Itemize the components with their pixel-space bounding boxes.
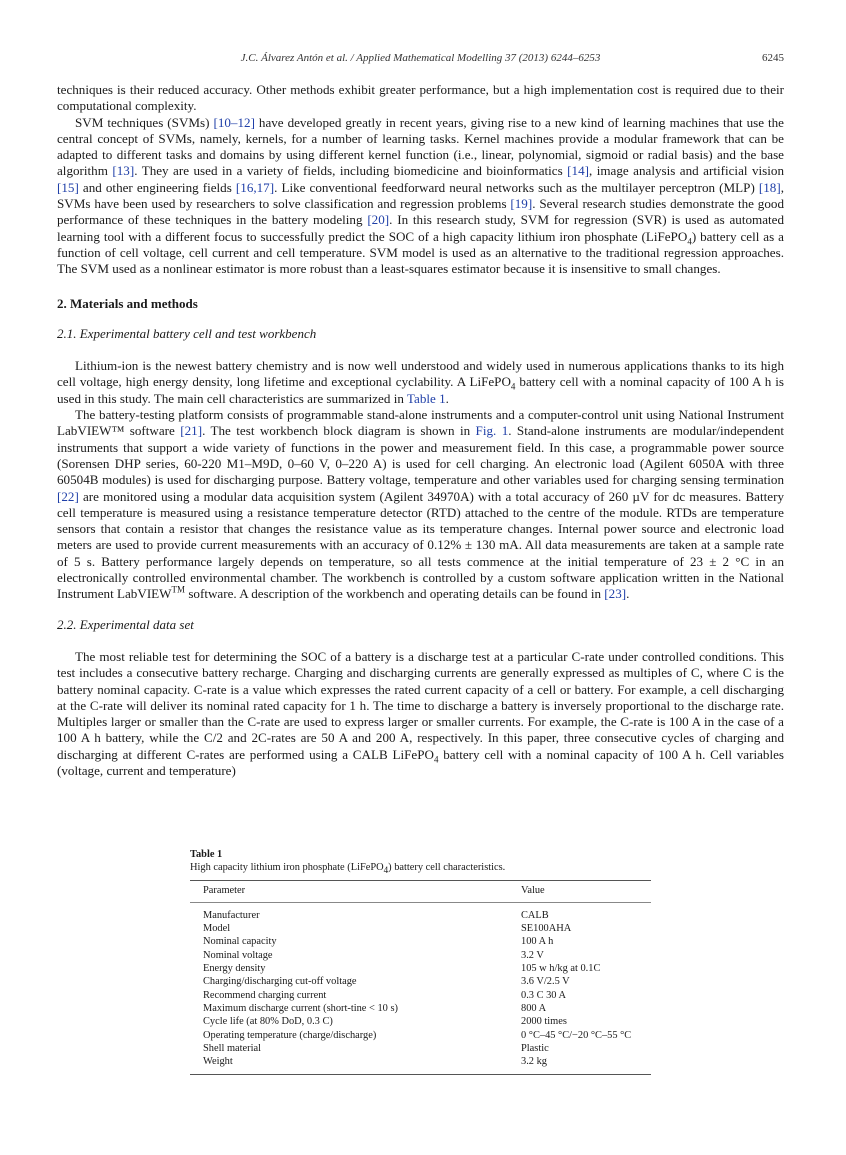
table-row bbox=[190, 922, 651, 935]
parameter-cell: Weight bbox=[203, 1056, 233, 1068]
text-run: software. A description of the workbench and operating details can be found in bbox=[185, 586, 605, 602]
table-row bbox=[190, 1015, 651, 1028]
intro-paragraphs bbox=[57, 82, 784, 278]
citation-link[interactable]: Fig. 1 bbox=[475, 423, 509, 439]
value-cell: 0 °C–45 °C/−20 °C–55 °C bbox=[521, 1029, 632, 1041]
value-cell: 800 A bbox=[521, 1002, 547, 1014]
supscript-text: TM bbox=[171, 584, 186, 595]
citation-link[interactable]: [18] bbox=[758, 179, 781, 195]
table-row bbox=[190, 902, 651, 922]
text-run: The most reliable test for determining the SOC of a battery is a discharge test at a particular C-rate under controlled conditions. This test includes a consecutive battery recharge. Charging and discharging currents are generally expressed as multiples of C, where C is the battery nominal capacity. C-rate is a value which expresses the rated current capacity of a cell or battery. For example, a cell discharging at the C-rate will deliver its nominal rated capacity for 1 h. The time to discharge a battery is inversely proportional to the discharge rate. Multiples larger or smaller than the C-rate are used to express larger or smaller currents. For example, the C-rate is 100 A in the case of a 100 A h battery, while the C/2 and 2C-rates are 50 A and 200 A, respectively. In this paper, three consecutive cycles of charging and discharging at different C-rates are performed using a CALB LiFePO bbox=[57, 648, 784, 762]
value-cell: 3.2 kg bbox=[521, 1056, 547, 1068]
text-run: Lithium-ion is the newest battery chemistry and is now well understood and widely used in numerous applications thanks to its high cell voltage, high energy density, long lifetime and exceptional cyclability. A LiFePO bbox=[57, 358, 784, 390]
text-run: battery cell with a nominal capacity of 100 A h. Cell variables (voltage, current and temperature) bbox=[57, 746, 784, 778]
subscript-text: 4 bbox=[510, 382, 516, 393]
table-1 bbox=[190, 848, 651, 1075]
value-cell: 100 A h bbox=[521, 936, 554, 948]
citation-link[interactable]: [14] bbox=[567, 163, 589, 179]
text-run: The battery-testing platform consists of programmable stand-alone instruments and a computer-control unit using National Instrument LabVIEW™ software bbox=[57, 407, 784, 439]
subscript-text: 4 bbox=[433, 754, 439, 765]
citation-link[interactable]: [16,17] bbox=[235, 179, 275, 195]
table-header-row bbox=[190, 880, 651, 902]
text-run: have developed greatly in recent years, giving rise to a new kind of learning machines that use the central concept of SVMs, namely, kernels, for a number of learning tasks. Kernel machines provide a modular framework that can be adapted to different tasks and domains by using different kernel function (i.e., linear, polynomial, sigmoid or radial basis) and the base algorithm bbox=[57, 114, 784, 179]
parameter-cell: Nominal voltage bbox=[203, 949, 273, 961]
value-cell: 0.3 C 30 A bbox=[521, 989, 567, 1001]
value-cell: 105 w h/kg at 0.1C bbox=[521, 963, 601, 975]
caption-subscript: 4 bbox=[383, 865, 389, 876]
table-row bbox=[190, 1055, 651, 1075]
section-heading: 2. Materials and methods bbox=[57, 295, 198, 311]
citation-link[interactable]: [19] bbox=[510, 196, 533, 212]
parameter-cell: Energy density bbox=[203, 963, 266, 975]
value-cell: Plastic bbox=[521, 1042, 549, 1054]
text-run: , SVMs have been used by researchers to solve classification and regression problems bbox=[57, 179, 784, 212]
column-header: Value bbox=[521, 880, 651, 902]
parameter-cell: Charging/discharging cut-off voltage bbox=[203, 976, 357, 988]
data-table bbox=[190, 880, 651, 1076]
table-row bbox=[190, 935, 651, 948]
text-run: techniques is their reduced accuracy. Other methods exhibit greater performance, but a high implementation cost is required due to their computational complexity. bbox=[57, 82, 784, 114]
table-row bbox=[190, 975, 651, 988]
parameter-cell: Nominal capacity bbox=[203, 936, 277, 948]
text-run: . bbox=[626, 586, 630, 602]
table-row bbox=[190, 949, 651, 962]
value-cell: 3.6 V/2.5 V bbox=[521, 976, 570, 988]
text-run: . The test workbench block diagram is shown in bbox=[202, 423, 476, 439]
body-text bbox=[57, 82, 784, 779]
citation-link[interactable]: Table 1 bbox=[406, 390, 446, 406]
parameter-cell: Operating temperature (charge/discharge) bbox=[203, 1029, 377, 1041]
paragraph bbox=[57, 82, 784, 115]
table-label: Table 1 bbox=[190, 849, 223, 860]
parameter-cell: Shell material bbox=[203, 1042, 261, 1054]
text-run: . They are used in a variety of fields, including biomedicine and bioinformatics bbox=[134, 163, 568, 179]
parameter-cell: Maximum discharge current (short-tine < 10 s) bbox=[203, 1002, 398, 1014]
text-run: . bbox=[445, 390, 449, 406]
text-run: ) battery cell as a function of cell voltage, cell current and cell temperature. SVM model is used as an alternative to the traditional regression approaches. The SVM used as a nonlinear estimator is more robust than a least-squares estimator because it is insensitive to small changes. bbox=[57, 228, 784, 277]
table-caption bbox=[190, 861, 651, 874]
citation-link[interactable]: [10–12] bbox=[213, 114, 255, 130]
text-run: . Stand-alone instruments are modular/independent instruments that support a wide variety of functions in the power and measurement field. In this case, a programmable power source (Sorensen DHP series, 60-220 M1–M9D, 0–60 V, 0–220 A) is used for cell charging. An electronic load (Agilent 6050A with three 60504B modules) is used for discharging purpose. Battery voltage, temperature and other variables used for charging sensing termination bbox=[57, 423, 785, 488]
value-cell: 3.2 V bbox=[521, 949, 544, 961]
paragraph bbox=[57, 649, 784, 779]
column-header: Parameter bbox=[190, 880, 521, 902]
text-run: SVM techniques (SVMs) bbox=[75, 114, 214, 130]
subscript-text: 4 bbox=[687, 236, 692, 247]
text-run: are monitored using a modular data acquisition system (Agilent 34970A) with a total accuracy of 260 µV for dc measures. Battery cell temperature is measured using a resistance temperature detector (RTD) attached to the centre of the module. RTDs are temperature sensors that contain a resistor that changes the resistance value as its temperature changes. Internal power source and electronic load meters are used to provide current measurements with an accuracy of 0.12% ± 130 mA. All data measurements are taken at a sample rate of 5 s. Battery performance largely depends on temperature, so all tests commence at the initial temperature of 23 ± 2 °C in an electronically controlled environmental chamber. The workbench is controlled by a custom software application written in the National Instrument LabVIEW bbox=[57, 488, 784, 602]
parameter-cell: Model bbox=[203, 923, 231, 935]
text-run: and other engineering fields bbox=[78, 179, 236, 195]
paragraph bbox=[57, 407, 784, 603]
text-run: . Several research studies demonstrate the good performance of these techniques in the battery modeling bbox=[57, 196, 784, 228]
subsection-heading: 2.2. Experimental data set bbox=[57, 616, 194, 632]
section-2-2-paragraphs bbox=[57, 649, 784, 779]
citation-link[interactable]: [15] bbox=[57, 179, 79, 195]
text-run: , image analysis and artificial vision bbox=[588, 163, 784, 179]
value-cell: CALB bbox=[521, 909, 549, 921]
table-row bbox=[190, 1042, 651, 1055]
table-row bbox=[190, 962, 651, 975]
value-cell: 2000 times bbox=[521, 1016, 567, 1028]
paragraph bbox=[57, 115, 784, 278]
citation-link[interactable]: [20] bbox=[367, 212, 390, 228]
paragraph bbox=[57, 358, 784, 407]
parameter-cell: Manufacturer bbox=[203, 909, 260, 921]
caption-text: High capacity lithium iron phosphate (LiFePO bbox=[190, 862, 384, 874]
caption-text: ) battery cell characteristics. bbox=[388, 862, 506, 874]
table-row bbox=[190, 1029, 651, 1042]
text-run: battery cell with a nominal capacity of 100 A h is used in this study. The main cell characteristics are summarized in bbox=[57, 374, 784, 406]
parameter-cell: Recommend charging current bbox=[203, 989, 327, 1001]
text-run: . Like conventional feedforward neural networks such as the multilayer perceptron (MLP) bbox=[274, 179, 759, 195]
table-row bbox=[190, 989, 651, 1002]
journal-citation: J.C. Álvarez Antón et al. / Applied Mathematical Modelling 37 (2013) 6244–6253 bbox=[240, 52, 601, 64]
citation-link[interactable]: [23] bbox=[604, 586, 627, 602]
text-run: . In this research study, SVM for regression (SVR) is used as automated learning tool with a different focus to successfully predict the SOC of a high capacity lithium iron phosphate (LiFePO bbox=[57, 212, 785, 244]
citation-link[interactable]: [22] bbox=[57, 488, 79, 504]
citation-link[interactable]: [21] bbox=[180, 423, 203, 439]
section-2-1-paragraphs bbox=[57, 358, 784, 602]
subsection-heading: 2.1. Experimental battery cell and test workbench bbox=[57, 325, 317, 341]
parameter-cell: Cycle life (at 80% DoD, 0.3 C) bbox=[203, 1016, 333, 1028]
value-cell: SE100AHA bbox=[521, 923, 572, 935]
table-row bbox=[190, 1002, 651, 1015]
citation-link[interactable]: [13] bbox=[112, 163, 135, 179]
page-number: 6245 bbox=[762, 52, 784, 64]
